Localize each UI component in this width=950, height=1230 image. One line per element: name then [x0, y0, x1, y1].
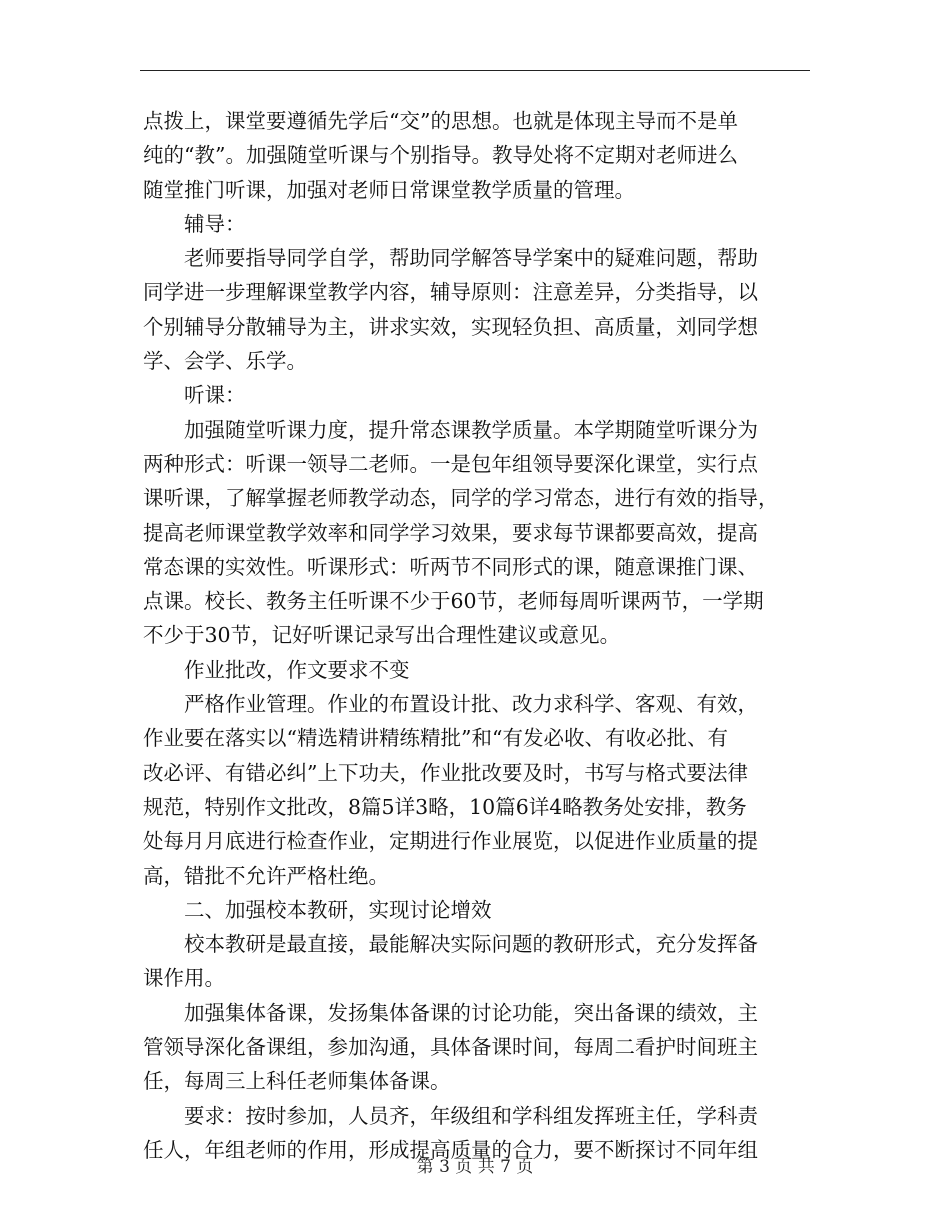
text-line: 改必评、有错必纠”上下功夫，作业批改要及时，书写与格式要法律 [143, 760, 748, 785]
text-line: 提高老师课堂教学效率和同学学习效果，要求每节课都要高效，提高 [143, 520, 758, 545]
text-line: 学、会学、乐学。 [143, 349, 307, 374]
text-line: 个别辅导分散辅导为主，讲求实效，实现轻负担、高质量，刘同学想 [143, 314, 758, 339]
text-line: 常态课的实效性。听课形式：听两节不同形式的课，随意课推门课、 [143, 554, 758, 579]
text-line: 听课： [184, 383, 246, 408]
text-line: 严格作业管理。作业的布置设计批、改力求科学、客观、有效， [184, 692, 758, 717]
text-line: 随堂推门听课，加强对老师日常课堂教学质量的管理。 [143, 177, 635, 202]
text-line: 二、加强校本教研，实现讨论增效 [184, 897, 492, 922]
text-line: 加强随堂听课力度，提升常态课教学质量。本学期随堂听课分为 [184, 417, 758, 442]
text-line: 两种形式：听课一领导二老师。一是包年组领导要深化课堂，实行点 [143, 451, 758, 476]
text-line: 规范，特别作文批改，8篇5详3略，10篇6详4略教务处安排，教务 [143, 794, 747, 819]
text-line: 任人，年组老师的作用，形成提高质量的合力，要不断探讨不同年组 [143, 1137, 758, 1162]
text-line: 作业要在落实以“精选精讲精练精批”和“有发必收、有收必批、有 [143, 726, 728, 751]
text-line: 作业批改，作文要求不变 [184, 657, 410, 682]
text-line: 高，错批不允许严格杜绝。 [143, 863, 389, 888]
text-line: 处每月月底进行检查作业，定期进行作业展览，以促进作业质量的提 [143, 829, 758, 854]
text-line: 不少于30节，记好听课记录写出合理性建议或意见。 [143, 623, 621, 648]
text-line: 课作用。 [143, 966, 225, 991]
text-line: 加强集体备课，发扬集体备课的讨论功能，突出备课的绩效，主 [184, 1000, 758, 1025]
text-line: 课听课，了解掌握老师教学动态，同学的学习常态，进行有效的指导， [143, 486, 779, 511]
text-line: 老师要指导同学自学，帮助同学解答导学案中的疑难问题，帮助 [184, 246, 758, 271]
text-line: 管领导深化备课组，参加沟通，具体备课时间，每周二看护时间班主 [143, 1035, 758, 1060]
text-line: 校本教研是最直接，最能解决实际问题的教研形式，充分发挥备 [184, 932, 758, 957]
page-number: 第 3 页 共 7 页 [416, 1157, 534, 1177]
header-rule [140, 70, 810, 71]
text-line: 点课。校长、教务主任听课不少于60节，老师每周听课两节，一学期 [143, 589, 764, 614]
document-body [143, 104, 811, 1167]
text-line: 同学进一步理解课堂教学内容，辅导原则：注意差异，分类指导，以 [143, 280, 758, 305]
text-line: 任，每周三上科任老师集体备课。 [143, 1069, 451, 1094]
text-line: 要求：按时参加，人员齐，年级组和学科组发挥班主任，学科责 [184, 1103, 758, 1128]
text-line: 点拨上，课堂要遵循先学后“交”的思想。也就是体现主导而不是单 [143, 109, 738, 133]
text-line: 辅导： [184, 211, 246, 236]
text-line: 纯的“教”。加强随堂听课与个别指导。教导处将不定期对老师进么 [143, 143, 738, 168]
